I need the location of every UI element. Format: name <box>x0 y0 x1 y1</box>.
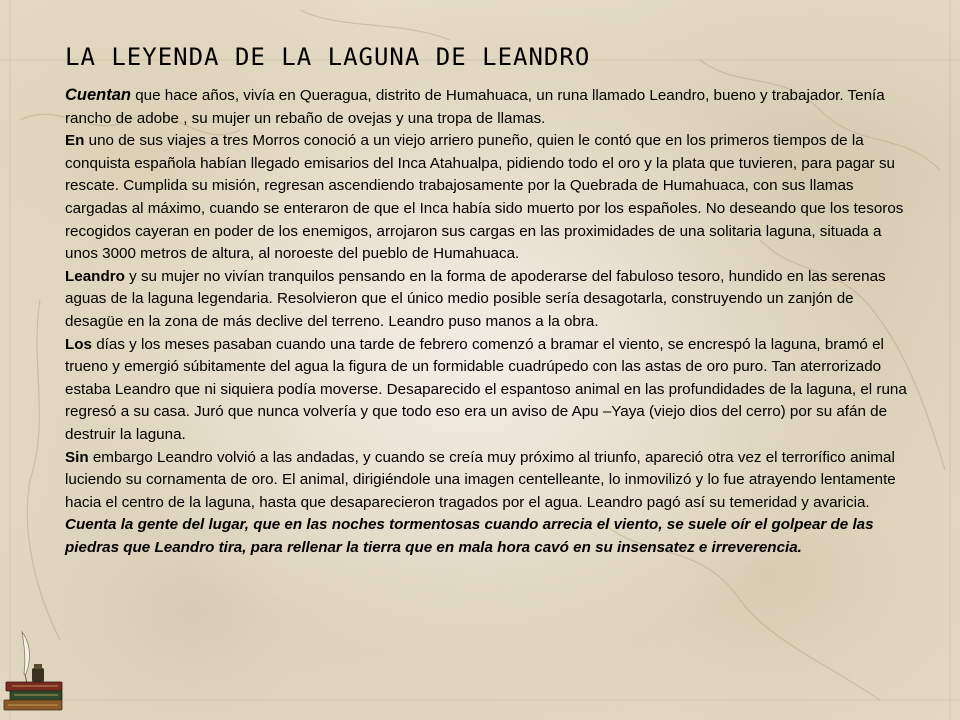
story-text <box>65 84 915 559</box>
paragraph-lead: Leandro <box>65 267 125 285</box>
paragraph-body: uno de sus viajes a tres Morros conoció a un viejo arriero puneño, quien le contó que en los primeros tiempos de la conquista española habían llegado emisarios del Inca Atahualpa, pidiendo todo el oro y la plata que tuvieren, para pagar su rescate. Cumplida su misión, regresan ascendiendo trabajosamente por la Quebrada de Humahuaca, con sus llamas cargadas al máximo, cuando se enteraron de que el Inca había sido muerto por los españoles. No deseando que los tesoros recogidos cayeran en poder de los enemigos, arrojaron sus cargas en las proximidades de una solitaria laguna, situada a unos 3000 metros de altura, al noroeste del pueblo de Humahuaca. <box>65 132 904 263</box>
paragraph-lead: Sin <box>65 448 89 466</box>
paragraph-body: y su mujer no vivían tranquilos pensando en la forma de apoderarse del fabuloso tesoro, hundido en las serenas aguas de la laguna legendaria. Resolvieron que el único medio posible sería desagotarla, construyendo un zanjón de desagüe en la zona de más declive del terreno. Leandro puso manos a la obra. <box>65 267 886 330</box>
paragraph-body: días y los meses pasaban cuando una tarde de febrero comenzó a bramar el viento, se encrespó la laguna, bramó el trueno y emergió súbitamente del agua la figura de un formidable cuadrúpedo con las astas de oro puro. Tan aterrorizado estaba Leandro que ni siquiera podía moverse. Desaparecido el espantoso animal en las profundidades de la laguna, el runa regresó a su casa. Juró que nunca volvería y que todo eso era un aviso de Apu –Yaya (viejo dios del cerro) por su afán de destruir la laguna. <box>65 335 907 443</box>
books-quill-icon <box>2 628 66 716</box>
legend-document <box>65 40 915 559</box>
closing-paragraph: Cuenta la gente del lugar, que en las noches tormentosas cuando arrecia el viento, se suele oír el golpear de las piedras que Leandro tira, para rellenar la tierra que en mala hora cavó en su insensatez e irreverencia. <box>65 516 874 556</box>
paragraph-body: que hace años, vivía en Queragua, distrito de Humahuaca, un runa llamado Leandro, bueno y trabajador. Tenía rancho de adobe , su mujer un rebaño de ovejas y una tropa de llamas. <box>65 87 885 127</box>
paragraph-lead: En <box>65 132 85 150</box>
page-title: LA LEYENDA DE LA LAGUNA DE LEANDRO <box>65 43 591 71</box>
paragraph-body: embargo Leandro volvió a las andadas, y cuando se creía muy próximo al triunfo, apareció otra vez el terrorífico animal luciendo su cornamenta de oro. El animal, dirigiéndole una imagen centelleante, lo inmovilizó y lo fue atrayendo lentamente hacia el centro de la laguna, hasta que desaparecieron tragados por el agua. Leandro pagó así su temeridad y avaricia. <box>65 448 896 511</box>
paragraph-lead: Los <box>65 335 93 353</box>
paragraph-lead: Cuentan <box>65 86 131 104</box>
